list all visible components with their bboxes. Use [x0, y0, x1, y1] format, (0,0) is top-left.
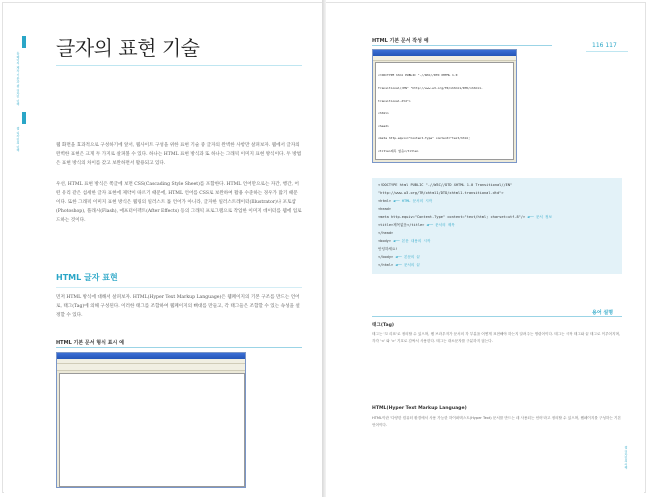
chapter-side-label: 홈페이지 제작 기본과 웹 디자인 이해	[16, 52, 20, 106]
term-body: 태그는 '꼬 리표'로 정의할 수 있으며, 웹 브라우저가 문서의 각 부분을 어떻게 표현해야 하는지 알려주는 명령어이다. 태그는 시작 태그와 끝 태그로 이루어지며, 각각 '<' 와 '>' 기호로 감싸서 사용한다. 태그는 대소문자를 구분하지 않는다.	[372, 332, 621, 343]
browser-content-area	[59, 373, 245, 487]
notepad-line: <!DOCTYPE html PUBLIC "-//W3C//DTD XHTML 1.0	[378, 73, 458, 78]
notepad-menubar	[373, 56, 516, 61]
browser-window-screenshot	[56, 352, 246, 488]
code-line	[378, 247, 398, 252]
right-figure-caption: HTML 기본 문서 작성 예	[372, 38, 429, 44]
code-line	[378, 231, 393, 235]
browser-toolbar	[57, 364, 245, 371]
code-line	[378, 215, 552, 220]
notepad-line: <title>제목 없음</title>	[378, 149, 419, 154]
code-text: </head>	[378, 231, 394, 235]
section-side-label: 웹 디자인의 이해	[16, 127, 20, 152]
code-line	[378, 223, 455, 228]
term-title: HTML(Hyper Text Markup Language)	[372, 406, 467, 411]
section-tab-marker	[22, 112, 26, 124]
code-text: 안녕하세요!	[378, 247, 398, 251]
code-line	[378, 239, 430, 244]
code-comment: ◀── 본문 내용의 시작	[393, 239, 431, 243]
code-line	[378, 183, 512, 187]
code-comment: ◀── 문서의 제목	[426, 223, 455, 227]
left-caption-rule	[56, 347, 302, 348]
term-rule	[372, 316, 622, 317]
section-rule	[56, 287, 302, 288]
section-paragraph: 먼저 HTML 방식에 대해서 살펴보자. HTML(Hyper Text Markup Language)은 웹페이지의 기본 구조를 만드는 언어로, 태그(Tag)에 의해 구성된다. 이러한 태그를 조합하여 웹페이지의 뼈대를 만들고, 각 태그들은 조합할 수 있는 속성을 설정할 수 있다.	[56, 295, 300, 318]
code-text: <title>제목없음</title>	[378, 223, 427, 227]
term-title: 태그(Tag)	[372, 323, 395, 328]
notepad-line: <head>	[378, 123, 389, 128]
code-comment: ◀── HTML 문서의 시작	[393, 199, 433, 203]
intro-paragraph: 웹 화면을 효과적으로 구성하기에 앞서, 웹사이트 구성을 위한 표현 기술 중 글자의 완벽한 사항만 살펴보자. 웹에서 글자의 완벽한 표현은 크게 두 가지로 살펴볼 수 있다. 하나는 HTML 표현 방식과 또 하나는 그래픽 이미지 표현 방식이다. 두 방법은 표현 방식의 차이를 갖고 보완하면서 활용되고 있다.	[56, 143, 302, 166]
term-heading: 용어 설명	[592, 310, 614, 316]
book-gutter	[322, 0, 326, 497]
notepad-line: transitional.dtd">	[378, 98, 411, 103]
code-text: "http://www.w3.org/TR/xhtml1/DTD/xhtml1-transitional.dtd">	[378, 191, 504, 195]
right-caption-rule	[372, 45, 552, 46]
code-text: </body>	[378, 255, 396, 259]
code-text: </html>	[378, 263, 396, 267]
code-text: <html>	[378, 199, 394, 203]
term-body: HTML이란 '다양한 컴퓨터 환경에서 사용 가능한 하이퍼텍스트(Hyper Text) 문서를 만드는 데 사용되는 언어'라고 정의할 수 있으며, 웹페이지를 구성하는 기본 언어이다.	[372, 416, 621, 427]
notepad-line: Transitional//EN" "http://www.w3.org/TR/xhtml1/DTD/xhtml1-	[378, 86, 483, 91]
code-comment: ◀── 문서 정보	[527, 215, 553, 219]
section-heading: HTML 글자 표현	[56, 273, 118, 282]
code-comment: ◀── 본문의 끝	[395, 255, 421, 259]
code-line	[378, 255, 420, 260]
code-text: <head>	[378, 207, 391, 211]
code-line	[378, 199, 432, 204]
footer-side-label: 웹 디자인의 이해	[624, 446, 628, 469]
page-numbers: 116 117	[592, 42, 617, 49]
notepad-window-screenshot	[372, 49, 517, 163]
notepad-line: <html>	[378, 111, 389, 116]
code-comment: ◀── 문서의 끝	[395, 263, 421, 267]
code-line	[378, 263, 420, 268]
notepad-line: <meta http-equiv="Content-Type" content="text/html;	[378, 136, 471, 141]
title-rule	[56, 65, 302, 66]
code-line	[378, 207, 391, 211]
code-line	[378, 191, 504, 195]
page-number-rule	[586, 51, 628, 52]
notepad-text-area	[375, 62, 514, 160]
code-text: <meta http-equiv="Content-Type" content="text/html; charset=utf-8"/>	[378, 215, 528, 219]
code-text: <!DOCTYPE html PUBLIC "-//W3C//DTD XHTML 1.0 Transitional//EN"	[378, 183, 513, 187]
second-paragraph: 우선, HTML 표현 방식은 쪽글에 보면 CSS(Cascading Style Sheet)를 포함한다. HTML 언어만으로는 자간, 행간, 어떤 유리 같은 섬세한 글자 표현에 제약이 따르기 때문에, HTML 언어를 CSS로 보완하여 활용 수준하는 경우가 많기 때문이다. 또한 그래픽 이미지 표현 방식은 웹링의 일러스트 툴 언어가 아니라, 글자한 일러스트레이터(Illustrator)나 포토샵(Photoshop), 플래시(Flash), 애프터이펙트(After Effects) 등의 그래픽 프로그램으로 작업한 이미지 데이터를 웹에 업로드하는 것이다.	[56, 182, 302, 223]
page-title: 글자의 표현 기술	[56, 36, 200, 60]
code-text: <body>	[378, 239, 394, 243]
chapter-tab-marker	[22, 36, 26, 48]
left-figure-caption: HTML 기본 문서 형식 표시 예	[56, 340, 124, 346]
